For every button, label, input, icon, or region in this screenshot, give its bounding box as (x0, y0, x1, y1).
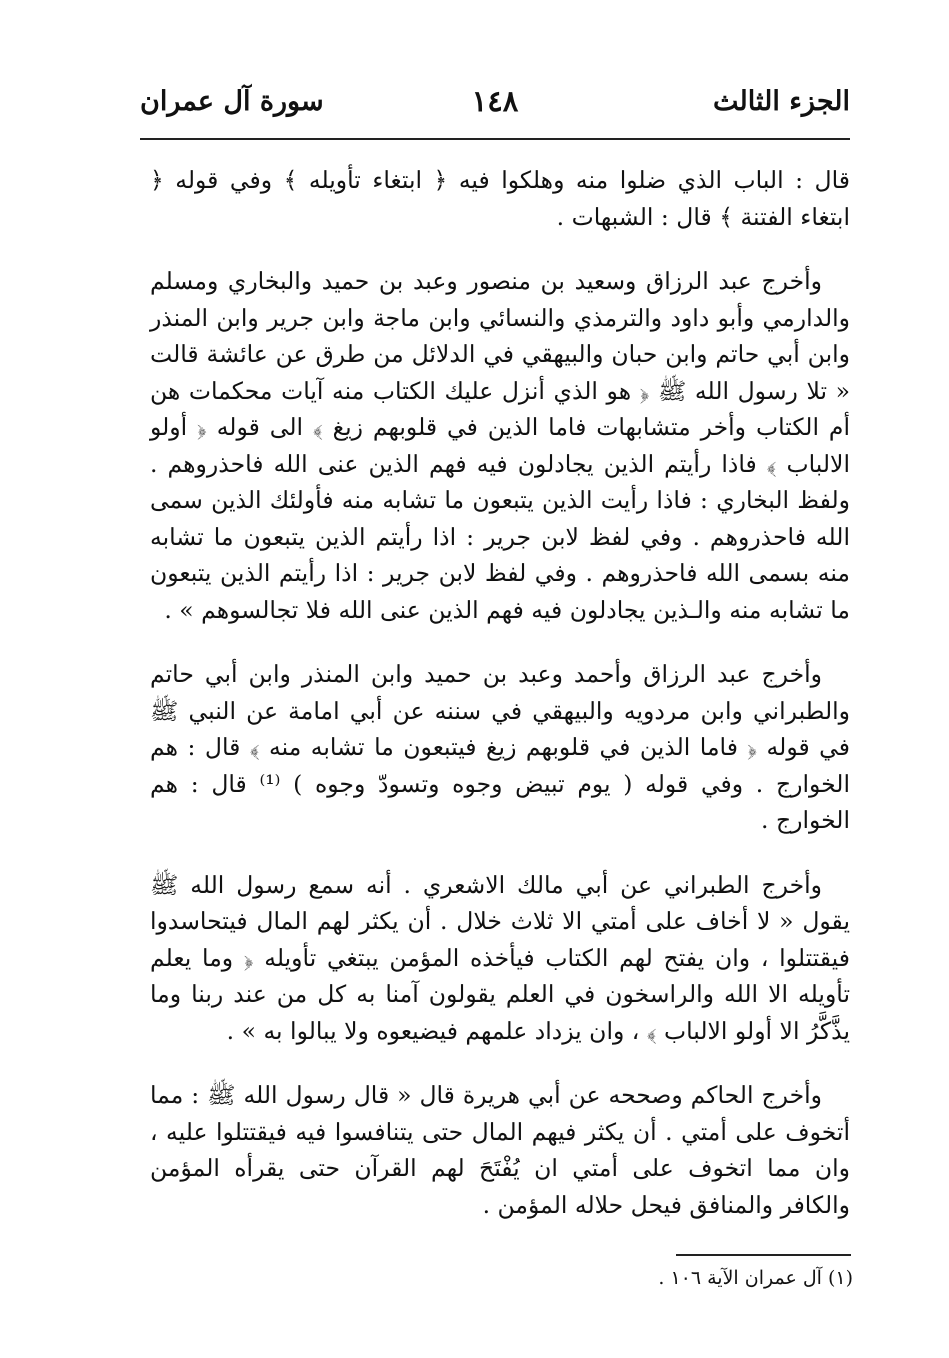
part-title: الجزء الثالث (713, 86, 850, 117)
paragraph-3: وأخرج عبد الرزاق وأحمد وعبد بن حميد وابن المنذر وابن أبي حاتم والطبراني وابن مردويه والبيهقي في سننه عن أبي امامة عن النبي ﷺ في قوله ﴿ فاما الذين في قلوبهم زيغ فيتبعون ما تشابه منه ﴾ قال : هم الخوارج . وفي قوله ( يوم تبيض وجوه وتسودّ وجوه ) ⁽¹⁾ قال : هم الخوارج . (150, 660, 850, 834)
paragraph-4: وأخرج الطبراني عن أبي مالك الاشعري . أنه سمع رسول الله ﷺ يقول « لا أخاف على أمتي الا ثلاث خلال . أن يكثر لهم المال فيتحاسدوا فيقتتلوا ، وان يفتح لهم الكتاب فيأخذه المؤمن يبتغي تأويله ﴿ وما يعلم تأويله الا الله والراسخون في العلم يقولون آمنا به كل من عند ربنا وما يذَّكَّرُ الا أولو الالباب ﴾ ، وان يزداد علمهم فيضيعوه ولا يبالوا به » . (150, 870, 850, 1045)
header-rule (140, 138, 850, 140)
paragraph-1: قال : الباب الذي ضلوا منه وهلكوا فيه ﴿ ابتغاء تأويله ﴾ وفي قوله ﴿ ابتغاء الفتنة ﴾ قال : الشبهات . (150, 166, 850, 231)
page-header (140, 78, 850, 128)
footnote: (١) آل عمران الآية ١٠٦ . (658, 1267, 853, 1289)
surah-title: سورة آل عمران (140, 86, 324, 117)
paragraph-2: وأخرج عبد الرزاق وسعيد بن منصور وعبد بن حميد والبخاري ومسلم والدارمي وأبو داود والترمذي والنسائي وابن ماجة وابن جرير وابن المنذر وابن أبي حاتم وابن حبان والبيهقي في الدلائل من طرق عن عائشة قالت « تلا رسول الله ﷺ ﴿ هو الذي أنزل عليك الكتاب منه آيات محكمات هن أم الكتاب وأخر متشابهات فاما الذين في قلوبهم زيغ ﴾ الى قوله ﴿ أولو الالباب ﴾ فاذا رأيتم الذين يجادلون فيه فهم الذين عنى الله فاحذروهم . ولفظ البخاري : فاذا رأيت الذين يتبعون ما تشابه منه فأولئك الذين سمى الله فاحذروهم . وفي لفظ لابن جرير : اذا رأيتم الذين يتبعون ما تشابه منه بسمى الله فاحذروهم . وفي لفظ لابن جرير : اذا رأيتم الذين يتبعون ما تشابه منه والـذين يجادلون فيه فهم الذين عنى الله فلا تجالسوهم » . (150, 267, 850, 624)
page-number: ١٤٨ (471, 84, 519, 118)
footnote-rule (676, 1254, 851, 1256)
body-text (150, 162, 850, 1251)
paragraph-5: وأخرج الحاكم وصححه عن أبي هريرة قال « قال رسول الله ﷺ : مما أتخوف على أمتي . أن يكثر فيهم المال حتى يتنافسوا فيه فيقتتلوا عليه ، وان مما اتخوف على أمتي ان يُفْتَحَ لهم القرآن حتى يقرأه المؤمن والكافر والمنافق فيحل حلاله المؤمن . (150, 1081, 850, 1219)
